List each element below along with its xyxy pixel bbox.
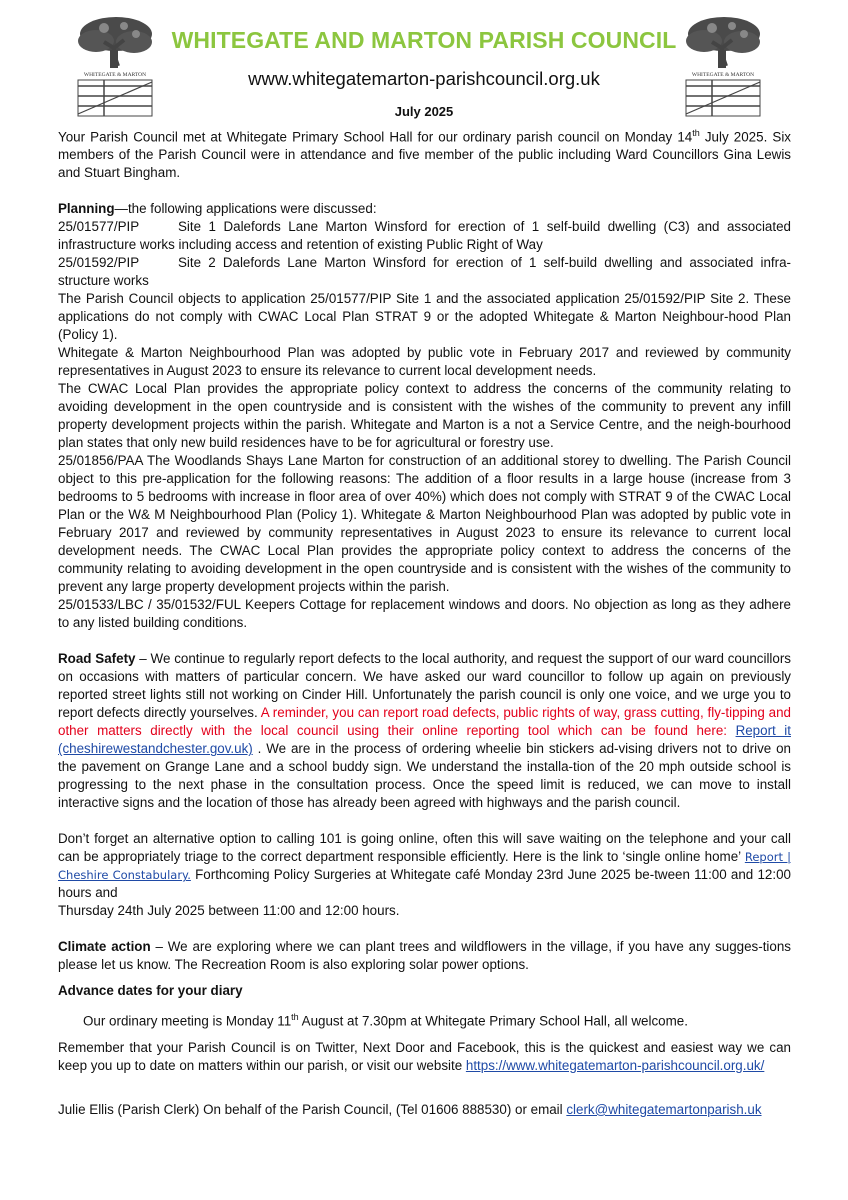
planning-neighbourhood-plan: Whitegate & Marton Neighbourhood Plan was adopted by public vote in February 2017 and reviewed by community representatives in August 2023 to ensure its relevance to current local development needs. (58, 345, 791, 379)
logo-text: WHITEGATE & MARTON (691, 72, 755, 78)
reminder-text: A reminder, you can report road defects, public rights of way, grass cutting, fly-tipping and other matters directly with the local council using their online reporting tool which can be found here: (58, 705, 791, 739)
police-paragraph: Don’t forget an alternative option to calling 101 is going online, often this will save waiting on the telephone and your call can be appropriately triage to the correct department responsible efficiently. Here is the link to ‘single online home’ Report | Cheshire Constabulary. Forthcoming Policy Surgeries at Whitegate café Monday 23rd June 2025 be-tween 11:00 and 12:00 hours and (58, 831, 791, 901)
planning-cwac-plan: The CWAC Local Plan provides the appropriate policy context to address the concerns of the community relating to avoiding development in the open countryside and is consistent with the wishes of the community to prevent any infill property development projects within the parish. Whitegate and Marton is a not a Service Centre, and the neigh-bourhood plan states that only new build residences have to be for agricultural or forestry use. (58, 381, 791, 451)
diary-superscript: th (291, 1012, 299, 1023)
parish-logo-right (682, 14, 764, 124)
planning-objection: The Parish Council objects to application 25/01577/PIP Site 1 and the associated application 25/01592/PIP Site 2. These applications do not comply with CWAC Local Plan STRAT 9 or the adopted Whitegate & Marton Neighbour-hood Plan (Policy 1). (58, 291, 791, 343)
diary-meeting: Our ordinary meeting is Monday 11th August at 7.30pm at Whitegate Primary School Hall, all welcome. (83, 1012, 688, 1029)
tree-logo-icon (682, 14, 764, 124)
application-ref: 25/01592/PIP (58, 255, 140, 271)
newsletter-body (58, 124, 791, 1119)
climate-heading: Climate action (58, 939, 151, 955)
road-safety-paragraph: Road Safety – We continue to regularly report defects to the local authority, and request the support of our ward councillors on occasions with matters of particular concern. We have asked our ward councillor to follow up again on previously reported street lights still not working on Cinder Hill. Unfortunately the parish council is only one voice, and we urge you to report defects directly yourselves. A reminder, you can report road defects, public rights of way, grass cutting, fly-tipping and other matters directly with the local council using their online reporting tool which can be found here: Report it (cheshirewestandchester.gov.uk) . We are in the process of ordering wheelie bin stickers ad-vising drivers not to drive on the pavement on Grange Lane and a school buddy sign. We understand the installa-tion of the 20 mph outside school is progressing to the next phase in the consultation process. Once the speed limit is reduced, we can move to install interactive signs and the location of those has already been agreed with highways and the parish council. (58, 651, 791, 811)
website-url: www.whitegatemarton-parishcouncil.org.uk (248, 68, 600, 89)
cheshire-constabulary-link[interactable]: Report | Cheshire Constabulary. (58, 850, 791, 883)
application-1: 25/01577/PIP Site 1 Dalefords Lane Marton Winsford for erection of 1 self-build dwelling (C3) and associated infrastructure works including access and retention of existing Public Right of Way (58, 219, 791, 253)
intro-paragraph: Your Parish Council met at Whitegate Primary School Hall for our ordinary parish council on Monday 14th July 2025. Six members of the Parish Council were in attendance and five member of the public including Ward Councillors Gina Lewis and Stuart Bingham. (58, 128, 791, 181)
road-safety-heading: Road Safety (58, 651, 136, 667)
application-4: 25/01533/LBC / 35/01532/FUL Keepers Cottage for replacement windows and doors. No objection as long as they adhere to any listed building conditions. (58, 597, 791, 631)
climate-paragraph: Climate action – We are exploring where we can plant trees and wildflowers in the village, if you have any sugges-tions please let us know. The Recreation Room is also exploring solar power options. (58, 939, 791, 973)
logo-text: WHITEGATE & MARTON (83, 72, 147, 78)
page-title: WHITEGATE AND MARTON PARISH COUNCIL (171, 27, 677, 53)
intro-superscript: th (692, 128, 700, 138)
newsletter-date: July 2025 (394, 104, 454, 119)
website-link[interactable]: https://www.whitegatemarton-parishcouncil.org.uk/ (465, 1057, 765, 1073)
report-it-link[interactable]: Report it (cheshirewestandchester.gov.uk) (58, 723, 791, 757)
social-paragraph: Remember that your Parish Council is on Twitter, Next Door and Facebook, this is the quickest and easiest way we can keep you up to date on matters within our parish, or visit our website https://www.whitegatemarton-parishcouncil.org.uk/ (58, 1039, 791, 1073)
planning-heading: Planning—the following applications were discussed: (58, 201, 377, 217)
application-2: 25/01592/PIP Site 2 Dalefords Lane Marton Winsford for erection of 1 self-build dwelling and associated infra-structure works (58, 255, 791, 289)
police-surgery-date: Thursday 24th July 2025 between 11:00 and 12:00 hours. (58, 903, 400, 919)
footer-contact: Julie Ellis (Parish Clerk) On behalf of the Parish Council, (Tel 01606 888530) or email clerk@whitegatemartonparish.uk (58, 1101, 762, 1117)
application-ref: 25/01577/PIP (58, 219, 140, 235)
parish-logo-left (74, 14, 156, 124)
application-3: 25/01856/PAA The Woodlands Shays Lane Marton for construction of an additional storey to dwelling. The Parish Council object to this pre-application for the following reasons: The addition of a floor results in a large house (increase from 3 bedrooms to 5 bedrooms with increase in floor area of over 40%) which does not comply with STRAT 9 of the CWAC Local Plan or the W& M Neighbourhood Plan (Policy 1). Whitegate & Marton Neighbourhood Plan was adopted by public vote in February 2017 and reviewed by community representatives in August 2023 to ensure its relevance to current local development needs. The CWAC Local Plan provides the appropriate policy context to address the concerns of the community relating to avoiding development in the open countryside and is consistent with the wishes of the community to prevent any large property development projects within the parish. (58, 453, 791, 595)
email-link[interactable]: clerk@whitegatemartonparish.uk (566, 1101, 762, 1117)
diary-heading: Advance dates for your diary (58, 983, 243, 999)
tree-logo-icon (74, 14, 156, 124)
